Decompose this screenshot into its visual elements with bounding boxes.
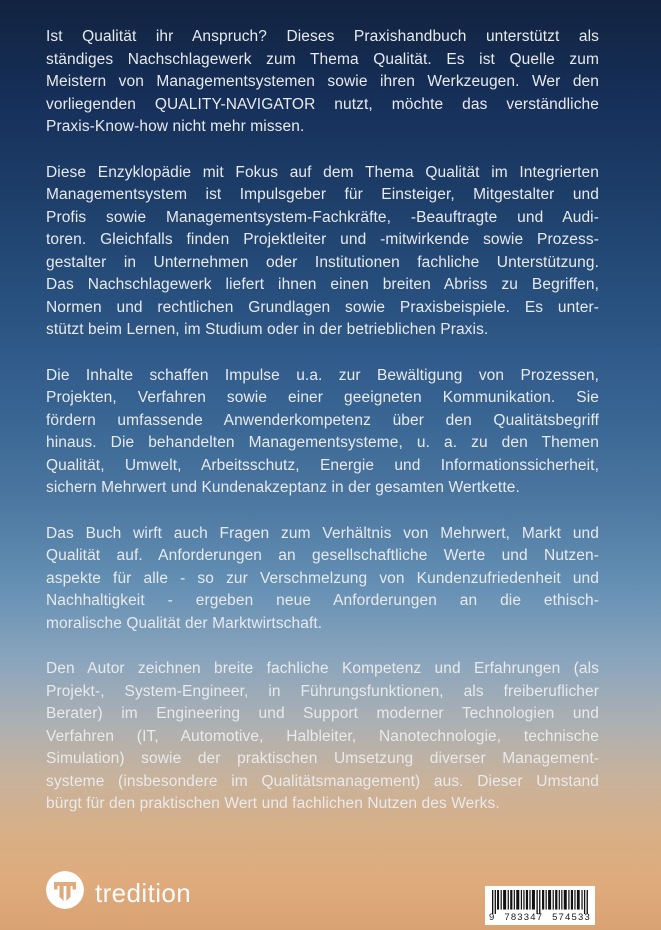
- paragraph: [46, 162, 599, 342]
- text-line: Managementsystem ist Impulsgeber für Einsteiger, Mitgestalter und: [46, 186, 599, 203]
- text-line: sichern Mehrwert und Kundenakzeptanz in der gesamten Wertkette.: [46, 479, 520, 496]
- paragraph: [46, 523, 599, 636]
- text-line: Das Nachschlagewerk liefert ihnen einen breiten Abriss zu Begriffen,: [46, 276, 599, 293]
- paragraph: [46, 365, 599, 500]
- text-line: Praxis-Know-how nicht mehr missen.: [46, 118, 305, 135]
- publisher-logo: [46, 871, 191, 914]
- barcode: [485, 886, 595, 925]
- text-line: Diese Enzyklopädie mit Fokus auf dem Thema Qualität im Integrierten: [46, 163, 599, 181]
- text-line: Nachhaltigkeit - ergeben neue Anforderungen an die ethisch-: [46, 592, 599, 609]
- text-line: Qualität auf. Anforderungen an gesellschaftliche Werte und Nutzen-: [46, 547, 599, 564]
- text-line: fördern umfassende Anwenderkompetenz über den Qualitätsbegriff: [46, 411, 599, 429]
- text-line: Ist Qualität ihr Anspruch? Dieses Praxishandbuch unterstützt als: [46, 28, 599, 45]
- tredition-pi-logo-icon: [46, 871, 84, 914]
- isbn-number: 9 783347 574533: [489, 912, 591, 923]
- text-line: Den Autor zeichnen breite fachliche Kompetenz und Erfahrungen (als: [46, 660, 599, 677]
- text-line: stützt beim Lernen, im Studium oder in der betrieblichen Praxis.: [46, 321, 489, 338]
- text-line: Simulation) sowie der praktischen Umsetzung diverser Management-: [46, 750, 599, 767]
- text-line: Projekten, Verfahren sowie einer geeigneten Kommunikation. Sie: [46, 389, 599, 406]
- text-line: Meistern von Managementsystemen sowie ihren Werkzeugen. Wer den: [46, 73, 599, 90]
- text-line: Normen und rechtlichen Grundlagen sowie Praxisbeispiele. Es unter-: [46, 298, 599, 316]
- text-line: vorliegenden QUALITY-NAVIGATOR nutzt, möchte das verständliche: [46, 95, 599, 113]
- body-text: [46, 26, 599, 839]
- text-line: Profis sowie Managementsystem-Fachkräfte, -Beauftragte und Audi-: [46, 208, 599, 226]
- text-line: Berater) im Engineering und Support moderner Technologien und: [46, 705, 599, 722]
- text-line: Die Inhalte schaffen Impulse u.a. zur Bewältigung von Prozessen,: [46, 366, 599, 384]
- text-line: aspekte für alle - so zur Verschmelzung von Kundenzufriedenheit und: [46, 569, 599, 587]
- publisher-name: tredition: [95, 877, 192, 908]
- text-line: moralische Qualität der Marktwirtschaft.: [46, 614, 323, 632]
- text-line: hinaus. Die behandelten Managementsysteme, u. a. zu den Themen: [46, 434, 599, 451]
- text-line: gestalter in Unternehmen oder Institutionen fachliche Unterstützung.: [46, 253, 599, 271]
- text-line: Das Buch wirft auch Fragen zum Verhältnis von Mehrwert, Markt und: [46, 524, 599, 542]
- text-line: Qualität, Umwelt, Arbeitsschutz, Energie und Informationssicherheit,: [46, 456, 599, 474]
- barcode-bars-icon: [492, 890, 588, 914]
- paragraph: [46, 658, 599, 816]
- text-line: toren. Gleichfalls finden Projektleiter und -mitwirkende sowie Prozess-: [46, 231, 599, 248]
- paragraph: [46, 26, 599, 139]
- text-line: Projekt-, System-Engineer, in Führungsfunktionen, als freiberuflicher: [46, 682, 599, 700]
- text-line: systeme (insbesondere im Qualitätsmanagement) aus. Dieser Umstand: [46, 772, 599, 790]
- text-line: bürgt für den praktischen Wert und fachlichen Nutzen des Werks.: [46, 795, 500, 812]
- text-line: Verfahren (IT, Automotive, Halbleiter, Nanotechnologie, technische: [46, 727, 599, 745]
- text-line: ständiges Nachschlagewerk zum Thema Qualität. Es ist Quelle zum: [46, 50, 599, 68]
